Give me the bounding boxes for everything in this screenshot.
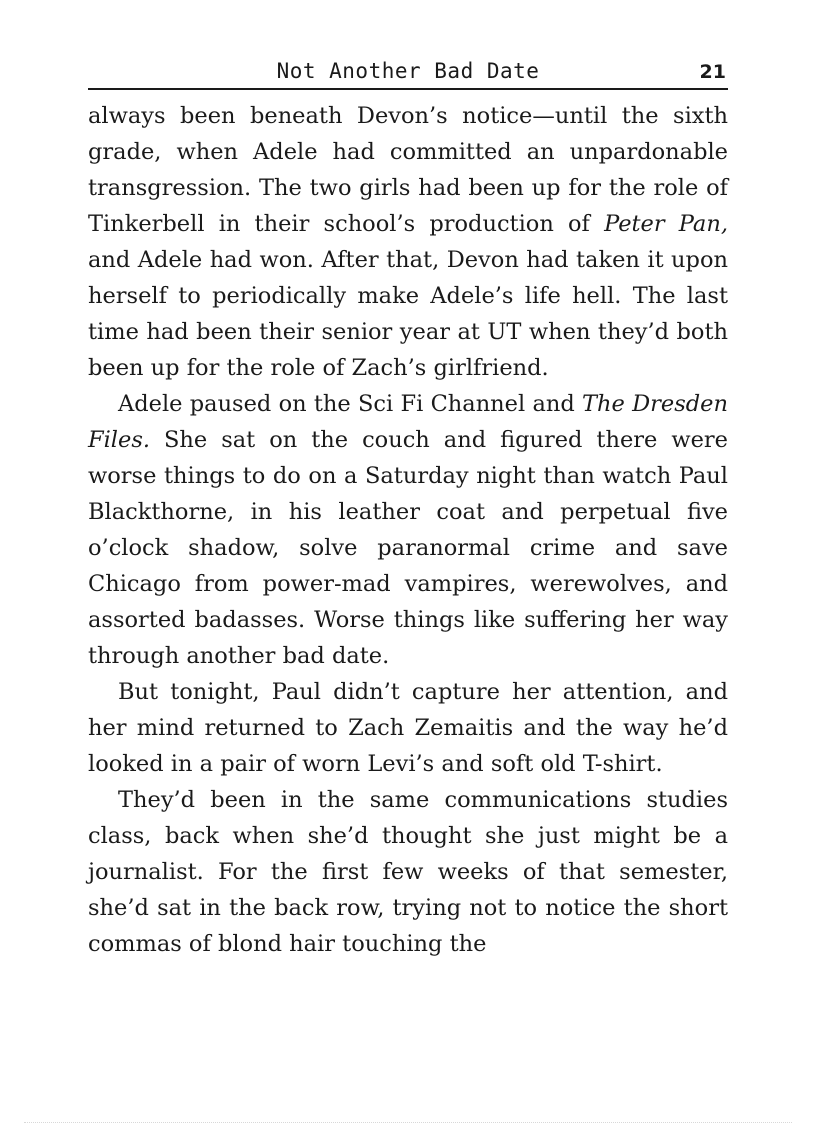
- paragraph-1: [88, 98, 728, 386]
- paragraph-3: But tonight, Paul didn’t capture her attention, and her mind returned to Zach Zemaitis and the way he’d looked in a pair of worn Levi’s and soft old T-shirt.: [88, 679, 728, 777]
- paragraph-1-text-continued: and Adele had won. After that, Devon had taken it upon herself to periodically make Adele’s life hell. The last time had been their senior year at UT when they’d both been up for the role of Zach’s girlfriend.: [88, 247, 728, 381]
- running-header: [88, 56, 728, 90]
- body-text: [88, 98, 728, 962]
- paragraph-2-text: Adele paused on the Sci Fi Channel and: [118, 391, 583, 417]
- paragraph-1-text: always been beneath Devon’s notice—until the sixth grade, when Adele had committed an unpardonable transgression. The two girls had been up for the role of Tinkerbell in their school’s production of: [88, 103, 728, 237]
- paragraph-2: [88, 386, 728, 674]
- italic-title-peter-pan: Peter Pan,: [604, 211, 728, 237]
- paragraph-2-text-continued: She sat on the couch and figured there were worse things to do on a Saturday night than watch Paul Blackthorne, in his leather coat and perpetual five o’clock shadow, solve paranormal crime and save Chicago from power-mad vampires, werewolves, and assorted badasses. Worse things like suffering her way through another bad date.: [88, 427, 728, 669]
- book-page: [88, 56, 728, 1066]
- page-number: 21: [699, 61, 726, 83]
- italic-title-dresden-files: The Dresden Files.: [88, 391, 728, 453]
- paragraph-4: They’d been in the same communications studies class, back when she’d thought she just might be a journalist. For the first few weeks of that semester, she’d sat in the back row, trying not to notice the short commas of blond hair touching the: [88, 787, 728, 957]
- running-title: Not Another Bad Date: [276, 59, 540, 83]
